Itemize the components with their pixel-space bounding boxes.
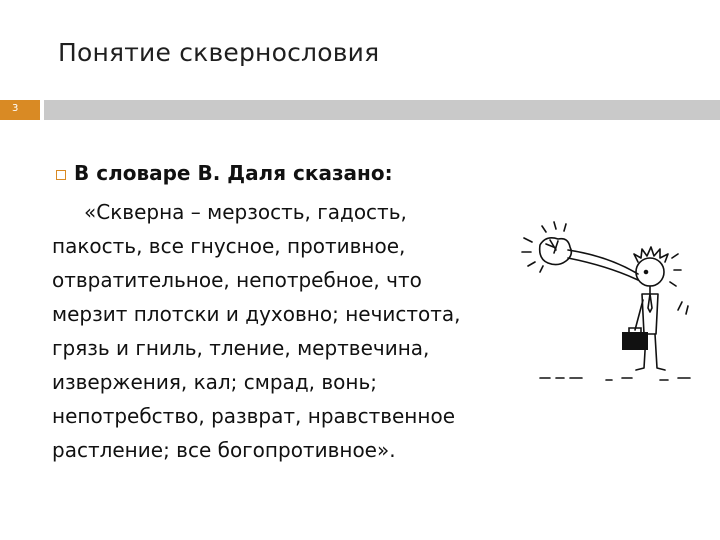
square-bullet-icon <box>56 170 66 180</box>
quote-line: пакость, все гнусное, противное, <box>52 234 406 258</box>
title-divider-bar <box>44 100 720 120</box>
quote-line: отвратительное, непотребное, что <box>52 268 422 292</box>
cartoon-man-icon <box>510 210 710 390</box>
quote-line: извержения, кал; смрад, вонь; <box>52 370 377 394</box>
page-number: 3 <box>12 103 19 114</box>
quote-line: растление; все богопротивное». <box>52 438 396 462</box>
slide-title: Понятие сквернословия <box>58 38 380 67</box>
quote-paragraph <box>52 195 522 467</box>
quote-line: грязь и гниль, тление, мертвечина, <box>52 336 430 360</box>
quote-line: мерзит плотски и духовно; нечистота, <box>52 302 461 326</box>
page-number-badge <box>0 100 40 120</box>
quote-line: непотребство, разврат, нравственное <box>52 404 455 428</box>
intro-text: В словаре В. Даля сказано: <box>74 161 393 185</box>
quote-line: «Скверна – мерзость, гадость, <box>84 200 407 224</box>
